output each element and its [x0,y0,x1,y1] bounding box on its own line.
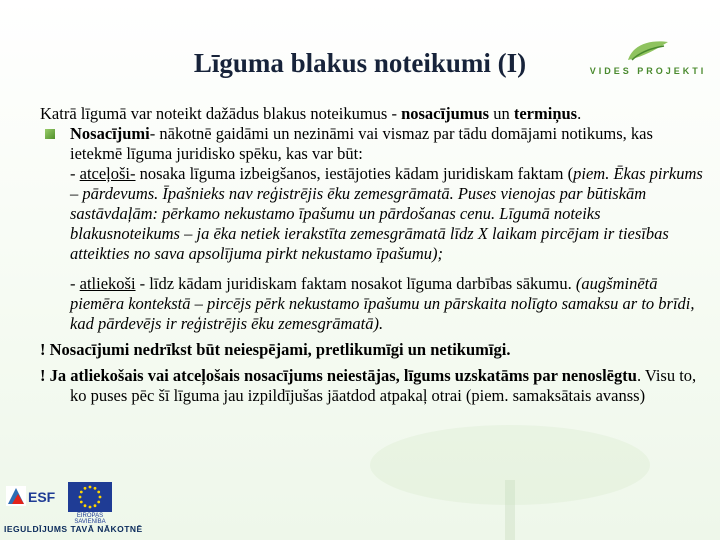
footer [0,480,720,540]
warning2-term: nenoslēgtu [561,366,637,385]
atliekosi-item [40,274,704,334]
vides-projekti-logo [588,38,708,86]
esf-text: ESF [28,489,56,505]
warning-impossible: ! Nosacījumi nedrīkst būt neiespējami, pretlikumīgi un netikumīgi. [40,340,511,359]
atcelosi-dash: - [70,164,80,183]
atliekosi-heading: atliekoši [79,274,136,293]
leaf-icon [624,38,672,64]
footer-tagline: IEGULDĪJUMS TAVĀ NĀKOTNĒ [4,524,143,534]
intro-term-terminus: termiņus [513,104,578,123]
atliekosi-dash: - [70,274,80,293]
atcelosi-example: piem. Ēkas pirkums – pārdevums. Īpašnieks nav reģistrējis ēku zemesgrāmatā. Puses vienojas par būtiskām sastāvdaļām: pērkamo nekustamo īpašumu un pārdošanas cenu. Līgumā noteiks blakusnoteikums – ja ēka netiek ierakstīta zemesgrāmatā līdz X laikam pircējam ir tiesības atteikties no sava apsolījuma pirkt nekustamo īpašumu); [70,164,703,263]
intro-text-and: un [489,104,514,123]
intro-term-nosacijumi: nosacījumus [401,104,490,123]
nosacijumi-item [40,124,704,164]
intro-text: Katrā līgumā var noteikt dažādus blakus noteikumus - [40,104,402,123]
atcelosi-item [40,164,704,264]
eu-caption: EIROPAS SAVIENĪBA [74,513,106,525]
atcelosi-heading: atceļoši- [79,164,136,183]
warning2-lead: ! Ja atliekošais vai atceļošais nosacījums neiestājas, līgums uzskatāms par [40,366,562,385]
logo-text: VIDES PROJEKTI [589,66,707,76]
eu-flag-icon [68,482,112,512]
atliekosi-example: (augšminētā piemēra kontekstā – pircējs pērk nekustamo īpašumu un pārskaita nolīgto samaksu ar to brīdi, kad pārdevējs ir reģistrējis ēku zemesgrāmatā). [70,274,695,333]
atcelosi-definition: nosaka līguma izbeigšanos, iestājoties kādam juridiskam faktam ( [135,164,574,183]
atliekosi-definition: - līdz kādam juridiskam faktam nosakot līguma darbības sākumu. [135,274,576,293]
slide-body [40,104,704,406]
nosacijumi-heading: Nosacījumi [70,124,150,143]
esf-logo [6,482,66,512]
slide-title: Līguma blakus noteikumi (I) [193,48,527,78]
warning2-text: . Visu to, ko puses pēc šī līguma jau izpildījušas jāatdod atpakaļ otrai (piem. samaksātais avanss) [70,366,697,405]
intro-paragraph [40,104,704,124]
square-bullet-icon [45,129,55,139]
warning-not-concluded [40,366,704,406]
nosacijumi-definition: - nākotnē gaidāmi un nezināmi vai vismaz par tādu domājami notikums, kas ietekmē līguma juridisko spēku, kas var būt: [70,124,653,163]
intro-period: . [577,104,582,123]
